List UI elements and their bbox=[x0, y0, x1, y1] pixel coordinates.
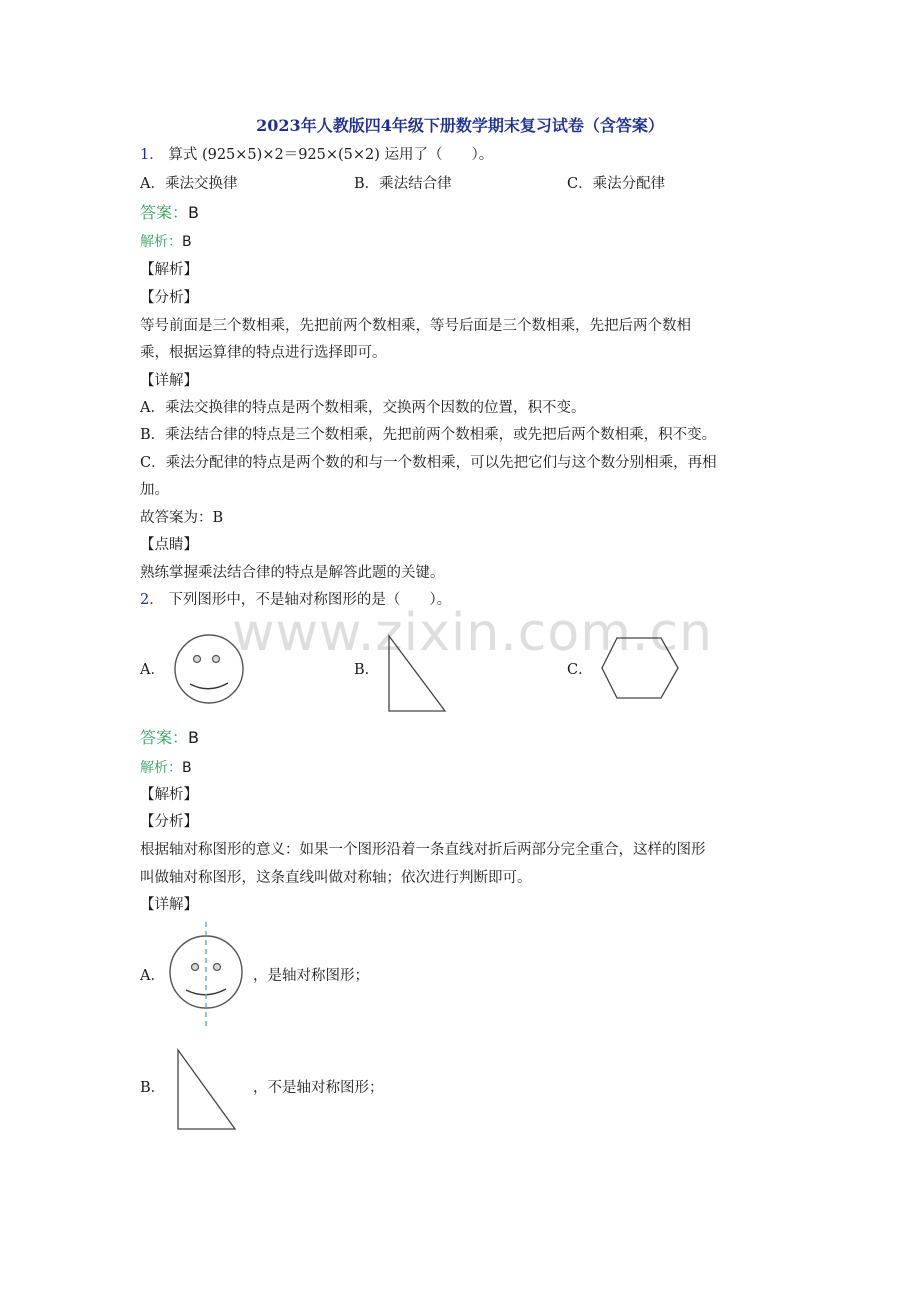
math-expression: (925×5)×2＝925×(5×2) bbox=[201, 147, 380, 163]
question-1 bbox=[140, 145, 493, 165]
question-number: 2． bbox=[140, 592, 164, 608]
jiexi-label: 解析： bbox=[140, 234, 182, 250]
smiley-with-axis-figure bbox=[166, 920, 246, 1028]
q2-option-a-label: A． bbox=[140, 662, 165, 678]
q2-detail-b-text: ，不是轴对称图形； bbox=[253, 1080, 384, 1096]
q1-dianjing: 熟练掌握乘法结合律的特点是解答此题的关键。 bbox=[140, 565, 445, 581]
hexagon-figure bbox=[600, 636, 680, 700]
q2-detail-a-text: ，是轴对称图形； bbox=[253, 968, 369, 984]
q1-xiangjie-line-1: A．乘法交换律的特点是两个数相乘，交换两个因数的位置，积不变。 bbox=[140, 400, 586, 416]
question-text: 下列图形中，不是轴对称图形的是（ ）。 bbox=[168, 592, 452, 608]
answer-label: 答案： bbox=[140, 203, 189, 222]
q1-conclusion: 故答案为：B bbox=[140, 510, 224, 526]
q1-fenxi-line-1: 等号前面是三个数相乘，先把前两个数相乘，等号后面是三个数相乘，先把后两个数相 bbox=[140, 318, 691, 334]
q1-fenxi-line-2: 乘，根据运算律的特点进行选择即可。 bbox=[140, 345, 387, 361]
jiexi-value: B bbox=[182, 234, 192, 250]
q1-fenxi-header: 【分析】 bbox=[140, 290, 198, 306]
smiley-face-figure bbox=[170, 632, 248, 706]
q1-xiangjie-line-3: C．乘法分配律的特点是两个数的和与一个数相乘，可以先把它们与这个数分别相乘，再相 bbox=[140, 455, 717, 471]
q2-fenxi-line-1: 根据轴对称图形的意义：如果一个图形沿着一条直线对折后两部分完全重合，这样的图形 bbox=[140, 842, 706, 858]
q2-fenxi-header: 【分析】 bbox=[140, 814, 198, 830]
question-prefix: 算式 bbox=[168, 147, 198, 163]
question-suffix: 运用了（ ）。 bbox=[384, 147, 494, 163]
q1-dianjing-header: 【点睛】 bbox=[140, 537, 198, 553]
answer-value: B bbox=[188, 203, 199, 222]
page-title: 2023年人教版四4年级下册数学期末复习试卷（含答案） bbox=[256, 116, 664, 135]
answer-value: B bbox=[188, 728, 199, 747]
question-number: 1． bbox=[140, 147, 164, 163]
q1-answer bbox=[140, 203, 199, 224]
q1-option-b: B．乘法结合律 bbox=[354, 176, 452, 192]
q2-xiangjie-header: 【详解】 bbox=[140, 897, 198, 913]
q2-detail-a-label: A． bbox=[140, 968, 165, 984]
q1-xiangjie-line-4: 加。 bbox=[140, 482, 169, 498]
watermark: www.zixin.com.cn bbox=[232, 603, 713, 663]
q1-option-c: C．乘法分配律 bbox=[567, 176, 666, 192]
q1-xiangjie-line-2: B．乘法结合律的特点是三个数相乘，先把前两个数相乘，或先把后两个数相乘，积不变。 bbox=[140, 427, 717, 443]
answer-label: 答案： bbox=[140, 728, 189, 747]
q2-fenxi-line-2: 叫做轴对称图形，这条直线叫做对称轴；依次进行判断即可。 bbox=[140, 870, 532, 886]
q1-option-a: A．乘法交换律 bbox=[140, 176, 238, 192]
q1-jiexi-header: 【解析】 bbox=[140, 262, 198, 278]
q2-jiexi bbox=[140, 758, 192, 778]
right-triangle-detail-figure bbox=[175, 1048, 239, 1132]
q2-option-b-label: B． bbox=[354, 662, 380, 678]
q2-detail-b-label: B． bbox=[140, 1080, 166, 1096]
jiexi-value: B bbox=[182, 760, 192, 776]
question-2 bbox=[140, 590, 451, 610]
right-triangle-figure bbox=[386, 634, 448, 714]
q1-xiangjie-header: 【详解】 bbox=[140, 373, 198, 389]
q2-option-c-label: C． bbox=[567, 662, 593, 678]
jiexi-label: 解析： bbox=[140, 760, 182, 776]
q1-jiexi bbox=[140, 232, 192, 252]
q2-jiexi-header: 【解析】 bbox=[140, 787, 198, 803]
q2-answer bbox=[140, 728, 199, 749]
